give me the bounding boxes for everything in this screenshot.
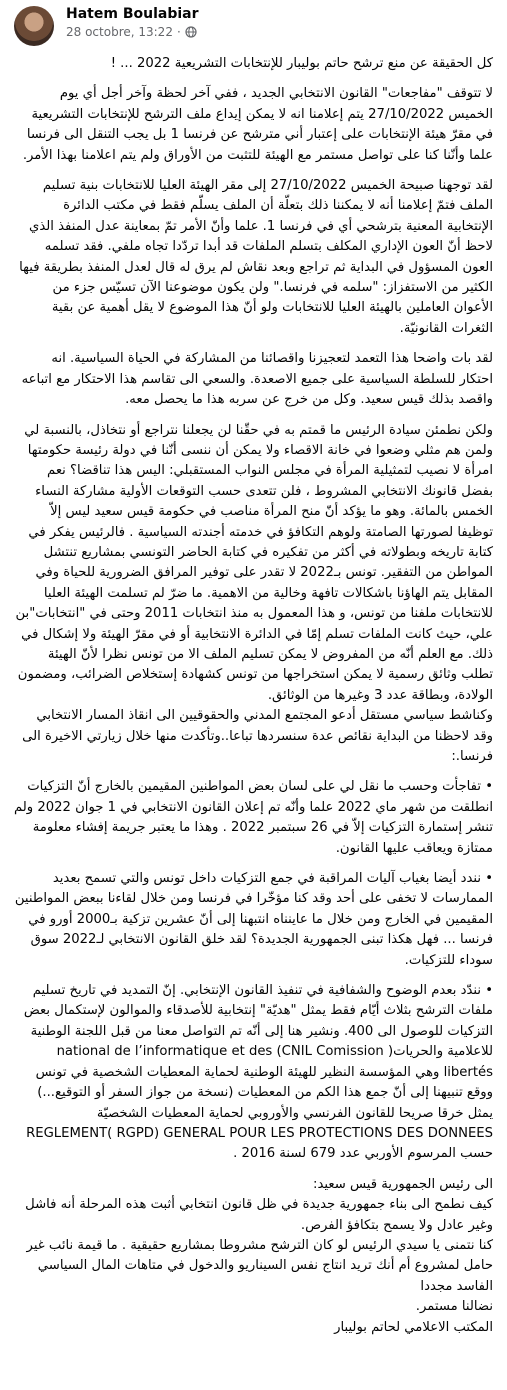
post-paragraph: ولكن نطمئن سيادة الرئيس ما قمتم به في حقّنا لن يجعلنا نتراجع أو نتخاذل، بالنسبة لي ولمن هم مثلي وضعوا في خانة الاقصاء ولا يمكن أن ننسى أنّنا في دولة رئيسة حكومتها امرأة لا نصيب لتمثيلية المرأة في مجلس النواب المستقبلي: اليس هذا تناقضا؟ نعم بفضل قانونك الانتخابي المشروط ، فلن تتعدى حسب التوقعات الأولية مشاركة النساء الخمس بالمائة. وهو ما يؤكد أنّ منح المرأة مناصب في حكومة قيس سعيد ليس إلاّ توظيفا لصورتها الصامتة ولوهم التكافؤ في خدمته أجندته السياسية . فالرئيس يفكر في كتابة تاريخه وبطولاته في أكثر من تفكيره في كتابة الحاضر التونسي بمشاريع تنتشل المواطن من التفقير. تونس بـ2022 لا تقدر على توفير المرافق الضرورية للحياة وفي المقابل يتم الهاؤنا باشكالات تافهة وخالية من الاهمية. ما ضرّ لم تسلمت الهيئة العليا للانتخابات ملفنا من تونس، و هذا المعمول به منذ انتخابات 2011 وحتى في "انتخابات"بن علي، حيث كانت الملفات تسلم إمّا في الدائرة الانتخابية أو في مقرّ الهيئة ولا إشكال في ذلك. مع العلم أنّه من المفروض لا يمكن تسليم الملف الا من تونس نظرا لأنّ الهيئة تطلب وثائق رسمية لا يمكن استخراجها من تونس كشهادة إستخلاص الضرائب، ومضمون الولادة، وبطاقة عدد 3 وغيرها من الوثائق. [15,422,493,703]
post-paragraph: لا تتوقف "مفاجعات" القانون الانتخابي الجديد ، ففي آخر لحظة وآخر أجل أي يوم الخميس 27/10/2022 يتم إعلامنا انه لا يمكن إيداع ملف الترشح للإنتخابات التشريعية في مقرّ هيئة الإنتخابات على إعتبار أني مترشح عن فرنسا 1 بل يجب التنقل الى فرنسا علما وأنّنا كنا على تواصل مستمر مع الهيئة للتثبت من الأوراق ولم يتم اعلامنا بهذا الأمر. [22,86,493,163]
author-name[interactable]: Hatem Boulabiar [66,6,199,22]
post-paragraph: وكناشط سياسي مستقل أدعو المجتمع المدني والحقوقيين الى انقاذ المسار الانتخابي وقد لاحظنا من البداية نقائص عدة سنسردها تباعا..وتأكدت منها خلال زيارتي الاخيرة الى فرنسا.: [22,708,493,764]
post-timestamp[interactable]: 28 octobre, 13:22 [66,25,173,39]
post-meta [66,25,197,39]
closing-address: الى رئيس الجمهورية قيس سعيد: [313,1176,493,1192]
post-paragraph: لقد توجهنا صبيحة الخميس 27/10/2022 إلى مقر الهيئة العليا للانتخابات بنية تسليم الملف فتمّ إعلامنا أنه لا يمكننا ذلك بتعلّة أن الملف يسلّم فقط في مكتب الدائرة الإنتخابية المعنية بترشحي أي في فرنسا 1. علما وأنّ الأمر تمّ بمعاينة عدل المنفذ الذي لاحظ أنّ العون الإداري المكلف بتسلم الملفات قد أبدا تردّدا تجاه ملفي. فقد تسلمه العون المسؤول في البداية ثم تراجع وبعد نقاش لم يرق له قال لعدل المنفذ بطريقة فيها الكثير من الاستفزاز: "سلمه في فرنسا." ولن يكون موضوعنا الآن تسيّس جزء من الأعوان العاملين بالهيئة العليا للانتخابات ولو أنّ هذا الموضوع لا يقل أهمية عن بقية الثغرات القانونيّة. [19,178,493,336]
signature: المكتب الاعلامي لحاتم بوليبار [334,1319,493,1335]
closing-line: كيف نطمح الى بناء جمهورية جديدة في ظل قانون انتخابي أثبت هذه المرحلة أنه فاشل وغير عادل ولا يسمح بتكافؤ الفرص. [25,1197,493,1233]
post-header [0,0,507,48]
meta-separator: · [176,25,181,39]
globe-icon [185,26,197,38]
bullet-item: • نندد أيضا بغياب آليات المراقبة في جمع التزكيات داخل تونس والتي تسمح بعديد الممارسات لا تخفى على أحد وقد كنا مؤخّرا في فرنسا ومن خلال لقاءنا ببعض المواطنين المقيمين في الخارج ومن خلال ما عاينناه انتبهنا إلى أنّ عشرين تزكية بـ2000 أورو في فرنسا ... فهل هكذا تبنى الجمهورية الجديدة؟ لقد خلق القانون الانتخابي لـ2022 سوق سوداء للتزكيات. [14,871,493,968]
closing-line: نضالنا مستمر. [415,1299,493,1315]
bullet-item: • نندّد بعدم الوضوح والشفافية في تنفيذ القانون الإنتخابي. إنّ التمديد في تاريخ تسليم ملفات الترشح بثلاث أيّام فقط يمثل "هديّة" إنتخابية للأصدقاء والموالون لإستكمال بعض التزكيات للوصول الى 400. ونشير هنا إلى أنّه تم التواصل معنا من قبل اللجنة الوطنية للاعلامية والحريات( CNIL Comission) national de l’informatique et des libertés وهي المؤسسة النظير للهيئة الوطنية لحماية المعطيات الشخصية في تونس ووقع تنبيهنا إلى أنّ جمع هذا الكم من المعطيات (نسخة من جواز السفر أو التوقيع...) يمثل خرقا صريحا للقانون الفرنسي والأوروبي لحماية المعطيات الشخصيّة REGLEMENT( RGPD) GENERAL POUR LES PROTECTIONS DES DONNEES حسب المرسوم الأوربي عدد 679 لسنة 2016 . [23,983,493,1162]
post-title: كل الحقيقة عن منع ترشح حاتم بوليبار للإنتخابات التشريعية 2022 ... ! [110,56,493,71]
closing-line: كنا نتمنى يا سيدي الرئيس لو كان الترشح مشروطا بمشاريع حقيقية . ما قيمة نائب غير حامل لمشروع أم أنك تريد انتاج نفس السيناريو والدخول في متاهات المال السياسي الفاسد مجددا [26,1237,493,1294]
post-body [0,48,507,1338]
post-paragraph: لقد بات واضحا هذا التعمد لتعجيزنا واقصائنا من المشاركة في الحياة السياسية. انه احتكار للسلطة السياسية على جميع الاصعدة. والسعي الى تقاسم هذا الاحتكار مع اتباعه واقصد بذلك قيس سعيد. وكل من خرج عن سربه هذا ما يحصل معه. [21,351,493,408]
bullet-item: • تفاجأت وحسب ما نقل لي على لسان بعض المواطنين المقيمين بالخارج أنّ التزكيات انطلقت من شهر ماي 2022 علما وأنّه تم إعلان القانون الانتخابي في 1 جوان 2022 ولم تنشر إستمارة التزكيات إلاّ في 26 سبتمبر 2022 . وهذا ما يعتبر جريمة إفشاء معلومة ممتازة ويعاقب عليها القانون. [14,779,493,856]
avatar[interactable] [14,6,54,46]
bullet-list [14,777,493,1164]
